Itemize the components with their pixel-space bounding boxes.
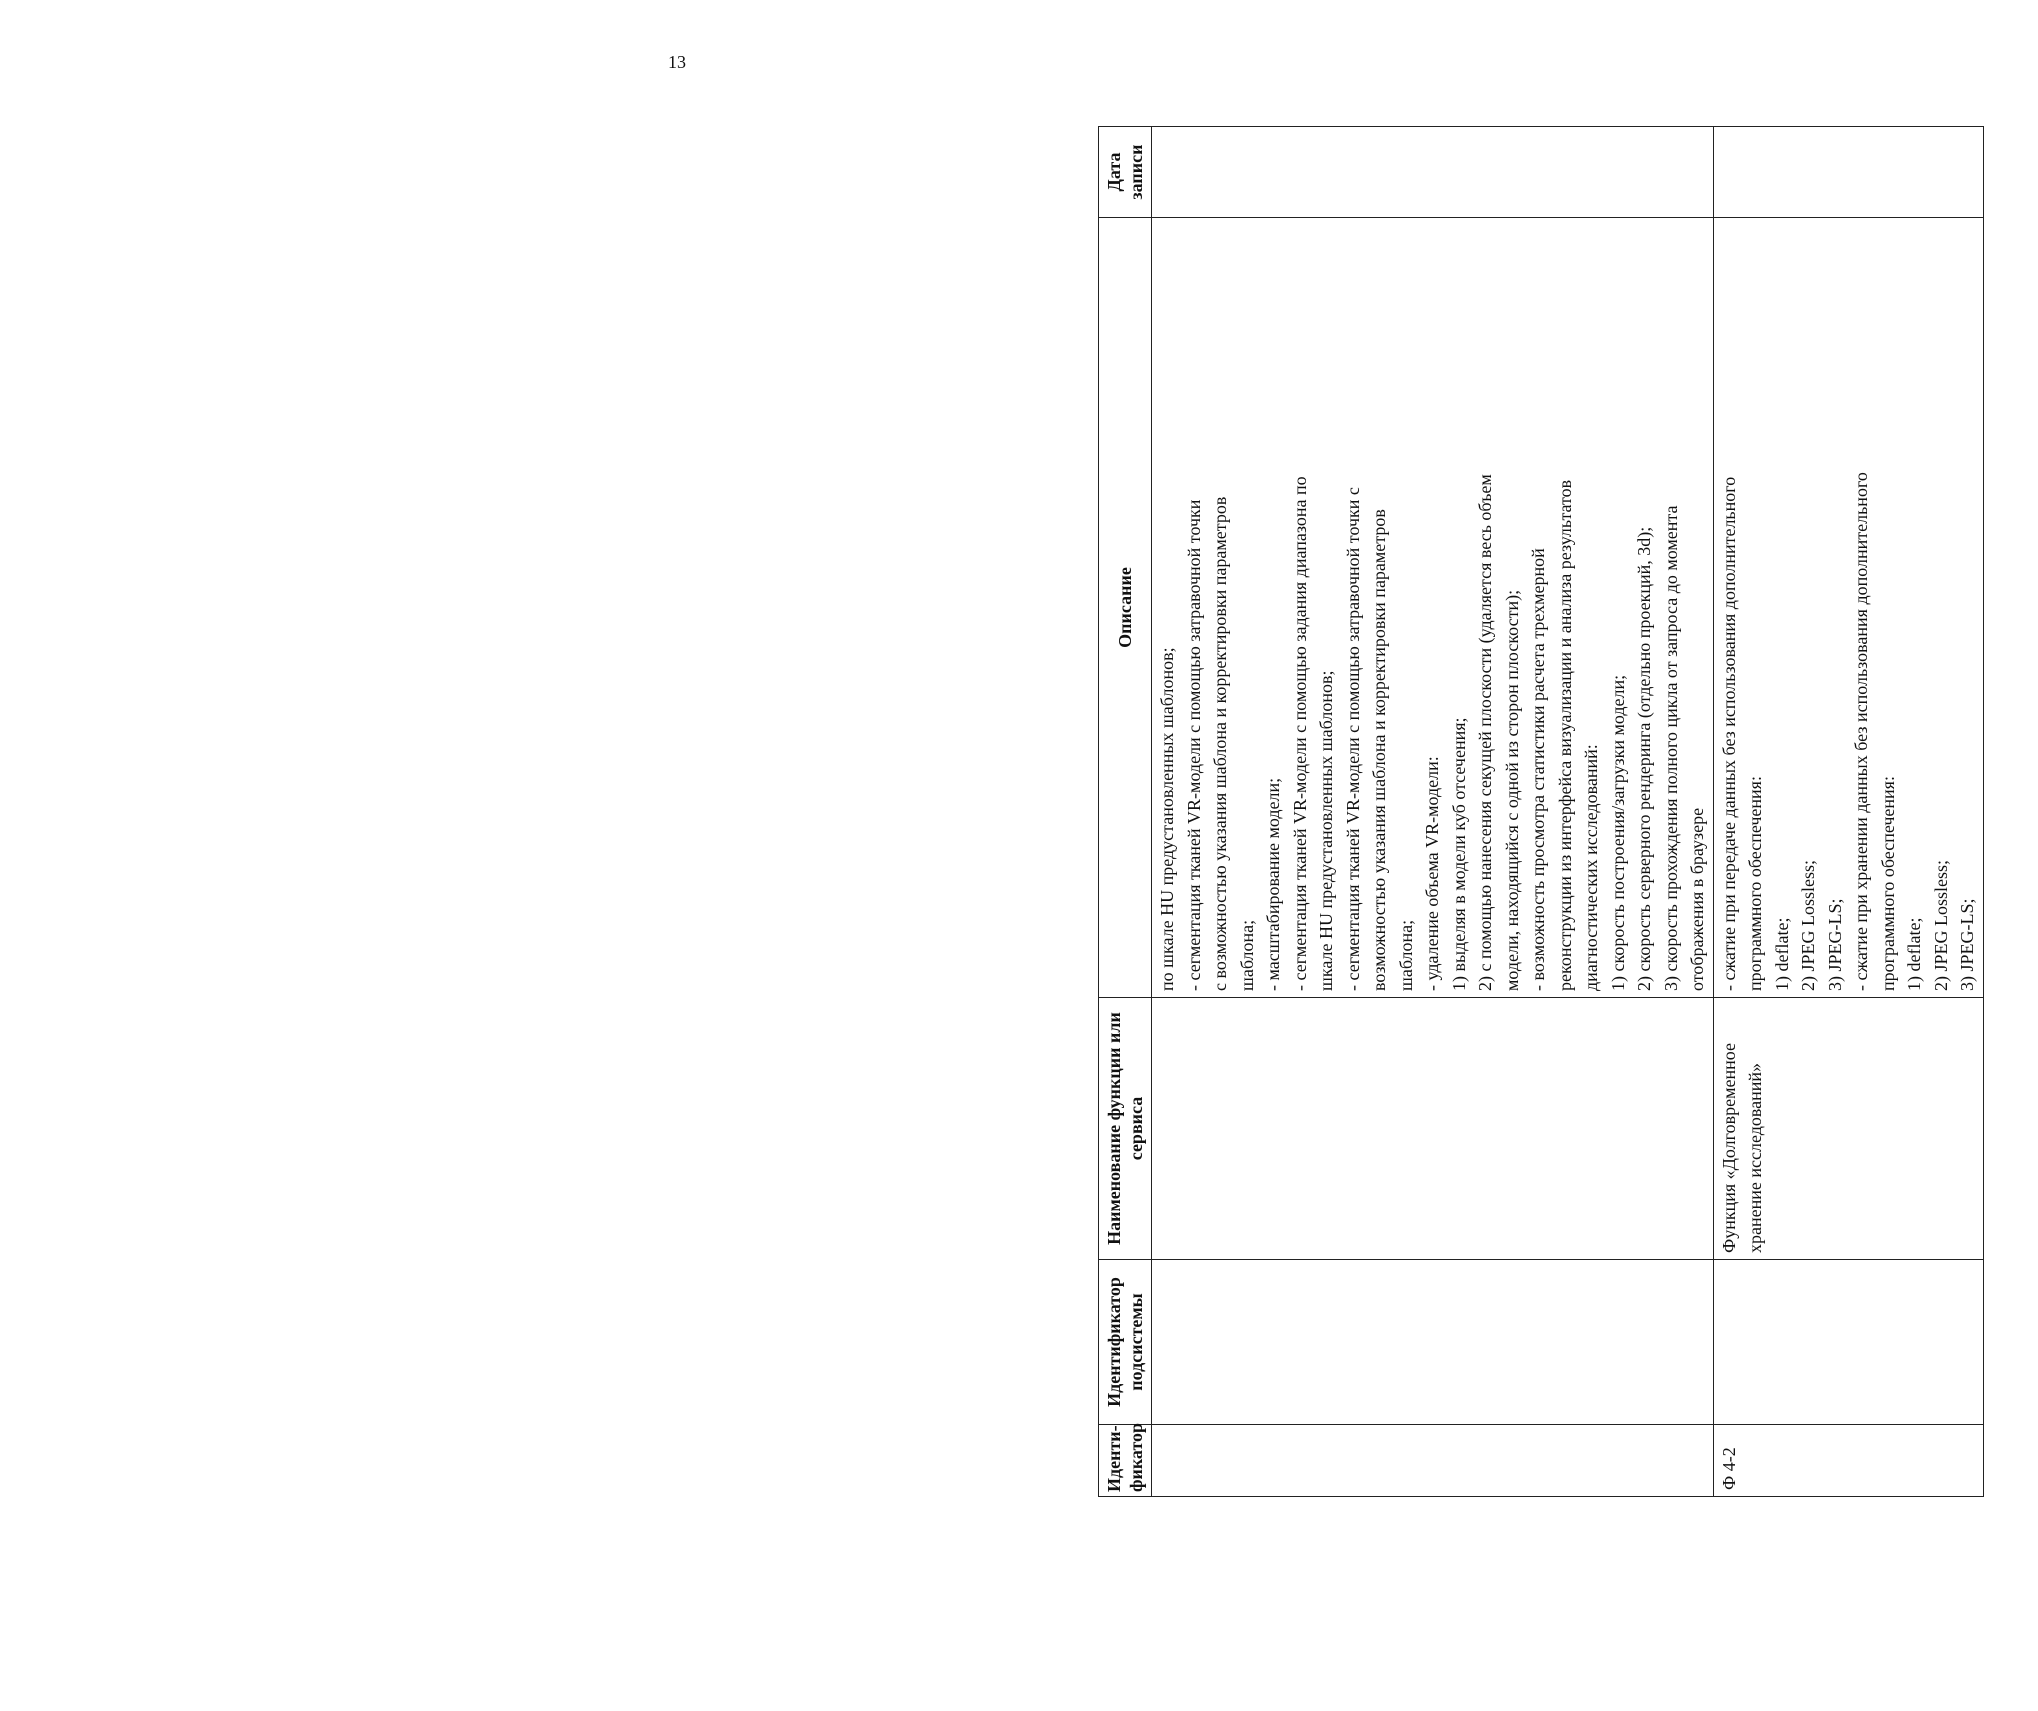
table-header-row xyxy=(1099,127,1152,1497)
description-line: 2) JPEG Lossless; xyxy=(1798,859,1818,991)
description-line: реконструкции из интерфейса визуализации и анализа результатов xyxy=(1554,479,1575,991)
table-row xyxy=(1713,127,1983,1497)
description-line: 1) выделяя в модели куб отсечения; xyxy=(1448,717,1469,991)
description-line: отображения в браузере xyxy=(1687,807,1707,991)
description-line: программного обеспечения: xyxy=(1877,776,1898,991)
description-line: 3) скорость прохождения полного цикла от запроса до момента xyxy=(1660,505,1681,991)
description-line: - масштабирование модели; xyxy=(1263,777,1283,991)
description-line: - сжатие при хранении данных без использования дополнительного xyxy=(1851,472,1871,991)
description-line: 1) deflate; xyxy=(1904,917,1924,991)
header-subsystem: Идентификатор подсистемы xyxy=(1099,1260,1152,1425)
header-id: Иденти-фикатор xyxy=(1099,1425,1152,1497)
header-date: Дата записи xyxy=(1099,127,1152,218)
description-line: диагностических исследований: xyxy=(1581,744,1601,991)
header-description: Описание xyxy=(1099,218,1152,998)
description-line: - сжатие при передаче данных без использования дополнительного xyxy=(1718,476,1739,991)
cell-description xyxy=(1713,218,1983,998)
cell-subsystem xyxy=(1713,1260,1983,1425)
description-line: 1) скорость построения/загрузки модели; xyxy=(1607,674,1628,991)
table-row xyxy=(1152,127,1714,1497)
description-line: 2) с помощью нанесения секущей плоскости (удаляется весь объем xyxy=(1475,474,1495,991)
page-number: 13 xyxy=(668,52,686,72)
description-line: 2) JPEG Lossless; xyxy=(1930,859,1951,991)
cell-subsystem xyxy=(1152,1260,1714,1425)
description-line: программного обеспечения: xyxy=(1745,776,1765,991)
description-line: с возможностью указания шаблона и корректировки параметров xyxy=(1210,496,1230,991)
description-line: шаблона; xyxy=(1395,919,1416,991)
description-line: модели, находящийся с одной из сторон плоскости); xyxy=(1501,589,1522,991)
description-line: возможностью указания шаблона и корректировки параметров xyxy=(1369,509,1389,991)
cell-id: Ф 4-2 xyxy=(1713,1425,1983,1497)
description-line: - удаление объема VR-модели: xyxy=(1422,756,1442,991)
cell-date xyxy=(1152,127,1714,218)
description-line: шкале HU предустановленных шаблонов; xyxy=(1316,670,1336,991)
cell-name: Функция «Долговременное хранение исследований» xyxy=(1713,998,1983,1260)
header-name: Наименование функции или сервиса xyxy=(1099,998,1152,1260)
description-line: 1) deflate; xyxy=(1771,917,1792,991)
cell-date xyxy=(1713,127,1983,218)
function-table xyxy=(1098,126,1984,1497)
description-line: 3) JPEG-LS; xyxy=(1957,898,1977,991)
description-line: - сегментация тканей VR-модели с помощью затравочной точки с xyxy=(1342,487,1363,991)
cell-name xyxy=(1152,998,1714,1260)
description-line: 3) JPEG-LS; xyxy=(1824,898,1845,991)
description-line: - сегментация тканей VR-модели с помощью затравочной точки xyxy=(1183,499,1204,991)
cell-description xyxy=(1152,218,1714,998)
rotated-table-container xyxy=(1098,127,2038,1497)
description-line: 2) скорость серверного рендеринга (отдельно проекций, 3d); xyxy=(1634,526,1654,991)
description-line: - сегментация тканей VR-модели с помощью задания диапазона по xyxy=(1289,476,1310,991)
description-line: шаблона; xyxy=(1236,919,1257,991)
description-line: - возможность просмотра статистики расчета трехмерной xyxy=(1528,548,1548,991)
description-line: по шкале HU предустановленных шаблонов; xyxy=(1157,647,1177,991)
cell-id xyxy=(1152,1425,1714,1497)
